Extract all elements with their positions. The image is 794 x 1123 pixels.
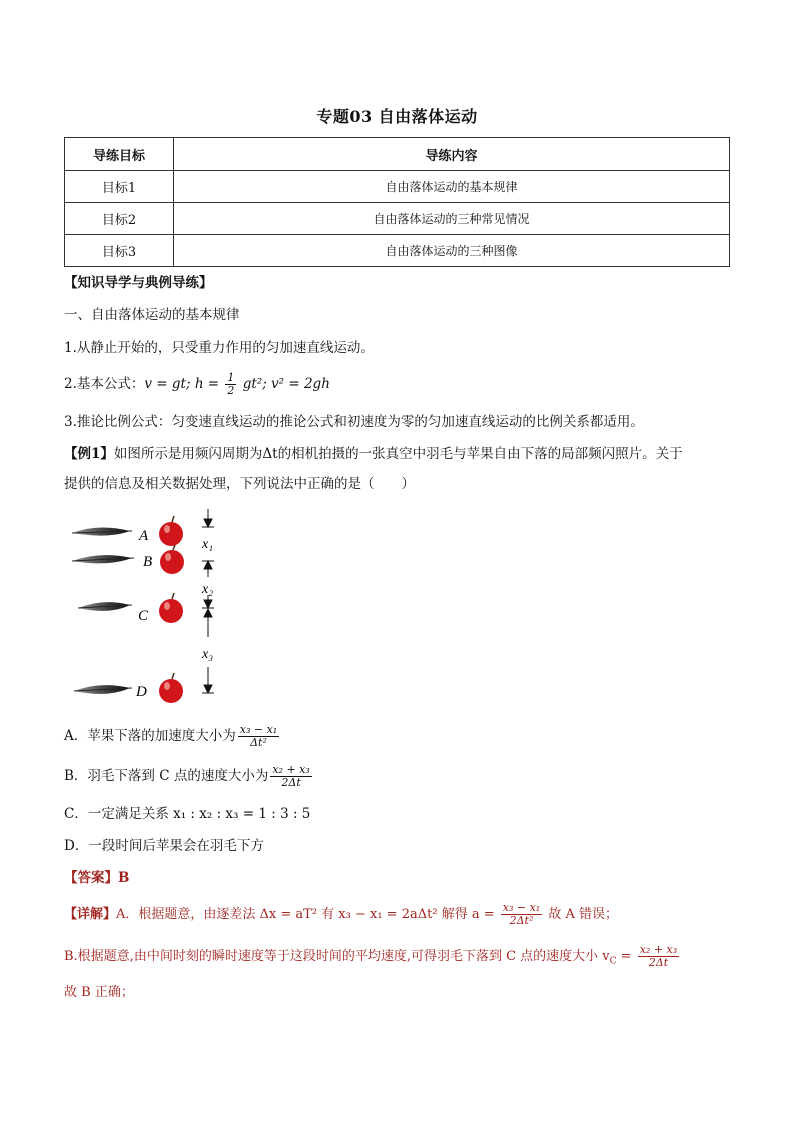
table-row (65, 203, 730, 235)
option-d: D．一段时间后苹果会在羽毛下方 (64, 838, 264, 854)
distance-label-x2: x₂ (202, 582, 214, 597)
apple-b (160, 545, 184, 574)
example-text: 如图所示是用频闪周期为Δt的相机拍摄的一张真空中羽毛与苹果自由下落的局部频闪照片。关于 (113, 446, 683, 462)
paragraph-3: 3.推论比例公式：匀变速直线运动的推论公式和初速度为零的匀加速直线运动的比例关系都适用。 (64, 414, 644, 430)
table-header-cell: 导练内容 (174, 138, 730, 171)
detail-b-fraction (638, 944, 679, 969)
detail-b-equals: = (620, 949, 632, 964)
example-line-2: 提供的信息及相关数据处理，下列说法中正确的是（ ） (64, 476, 415, 492)
option-b (64, 762, 314, 790)
formula-part: v = gt; h = (144, 376, 220, 392)
fraction-numerator: x₃ − x₁ (239, 723, 278, 736)
example-label: 【例1】 (64, 446, 114, 462)
option-b-text: B．羽毛下落到 C 点的速度大小为 (64, 768, 269, 784)
formula-part: gt²; v² = 2gh (242, 376, 330, 392)
option-c: C．一定满足关系 x₁ : x₂ : x₃ = 1 : 3 : 5 (64, 806, 311, 822)
feather-c (78, 602, 132, 611)
distance-label-x3: x₃ (202, 647, 214, 662)
formula-fraction (225, 372, 236, 397)
detail-b-subscript: C (609, 956, 617, 967)
strobe-photo-figure (68, 505, 248, 710)
table-cell-goal: 目标3 (65, 235, 174, 267)
paragraph-1: 1.从静止开始的，只受重力作用的匀加速直线运动。 (64, 340, 374, 356)
section-heading: 【知识导学与典例导练】 (64, 275, 213, 291)
detail-a (64, 900, 618, 930)
detail-a-fraction (501, 902, 542, 927)
detail-a-conclusion: 故 A 错误； (548, 907, 618, 922)
answer-value: B (118, 870, 130, 886)
feather-d (74, 685, 132, 694)
fraction-denominator: 2Δt (281, 776, 301, 789)
point-label-d: D (136, 684, 147, 700)
apple-c (159, 593, 183, 623)
option-a-fraction (238, 724, 279, 749)
sub-heading: 一、自由落体运动的基本规律 (64, 307, 240, 323)
option-a-text: A．苹果下落的加速度大小为 (64, 728, 236, 744)
fraction-numerator: x₂ + x₃ (272, 763, 310, 776)
apple-a (159, 516, 183, 546)
fraction-denominator: 2Δt² (509, 914, 534, 927)
table-cell-content: 自由落体运动的三种图像 (174, 235, 730, 267)
example-line-1 (64, 444, 683, 464)
detail-b-conclusion: 故 B 正确； (64, 985, 134, 1000)
fraction-numerator: x₂ + x₃ (639, 943, 678, 956)
table-cell-goal: 目标2 (65, 203, 174, 235)
fraction-numerator: 1 (227, 371, 235, 384)
point-label-a: A (139, 528, 149, 544)
table-cell-goal: 目标1 (65, 171, 174, 203)
feather-a (72, 527, 132, 535)
table-cell-content: 自由落体运动的三种常见情况 (174, 203, 730, 235)
option-b-fraction (270, 764, 311, 789)
apple-d (159, 673, 183, 703)
answer-line (64, 868, 129, 888)
point-label-c: C (138, 608, 149, 624)
table-header-row (65, 138, 730, 171)
fraction-denominator: 2 (227, 384, 235, 397)
feather-b (72, 555, 134, 563)
point-label-b: B (143, 554, 153, 570)
detail-label: 【详解】 (64, 907, 117, 922)
answer-label: 【答案】 (64, 870, 118, 886)
table-row (65, 235, 730, 267)
fraction-denominator: Δt² (250, 736, 267, 749)
paragraph-2 (64, 370, 330, 398)
goals-table (64, 137, 730, 267)
formula-prefix: 2.基本公式： (64, 376, 145, 392)
table-cell-content: 自由落体运动的基本规律 (174, 171, 730, 203)
distance-label-x1: x₁ (202, 537, 214, 552)
table-header-cell: 导练目标 (65, 138, 174, 171)
detail-a-text: A．根据题意，由逐差法 Δx = aT² 有 x₃ − x₁ = 2aΔt² 解得 a = (116, 907, 495, 922)
option-a (64, 722, 281, 750)
fraction-denominator: 2Δt (648, 956, 669, 969)
page-title: 专题03 自由落体运动 (316, 107, 478, 126)
fraction-numerator: x₃ − x₁ (502, 901, 541, 914)
detail-b (64, 942, 681, 977)
detail-b-text: B.根据题意,由中间时刻的瞬时速度等于这段时间的平均速度,可得羽毛下落到 C 点的速度大小 v (64, 949, 610, 964)
table-row (65, 171, 730, 203)
